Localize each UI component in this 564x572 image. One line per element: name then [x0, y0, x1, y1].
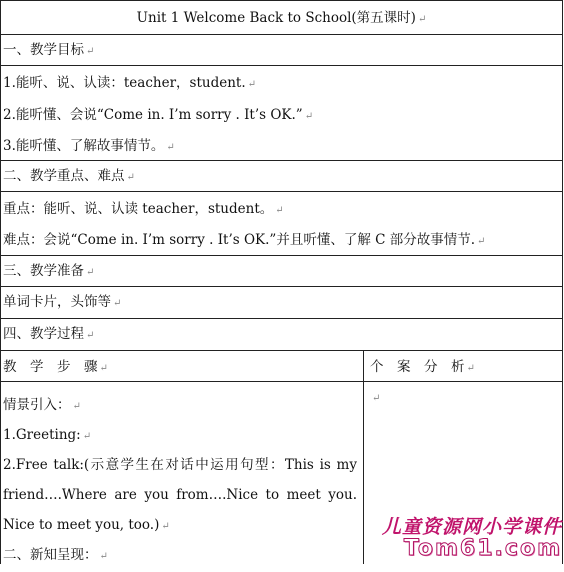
key-point-text: 重点：能听、说、认读 teacher，student。 — [3, 201, 274, 217]
paragraph-mark: ↵ — [86, 330, 95, 341]
teaching-steps — [3, 390, 357, 570]
step-line: 情景引入： ↵ — [3, 397, 81, 413]
step-line: Nice to meet you, too.) ↵ — [3, 517, 170, 533]
paragraph-mark: ↵ — [72, 401, 81, 412]
section2-heading-row — [0, 160, 563, 191]
paragraph-mark: ↵ — [372, 393, 381, 404]
site-watermark — [357, 512, 562, 562]
section2-heading: 二、教学重点、难点 — [3, 168, 125, 184]
paragraph-mark: ↵ — [247, 79, 257, 90]
process-header-row — [0, 350, 563, 381]
paragraph-mark: ↵ — [82, 431, 92, 442]
step-line: 2.Free talk:(示意学生在对话中运用句型：This is my — [3, 457, 357, 473]
section4-heading-row — [0, 318, 563, 350]
step-line: 1.Greeting: ↵ — [3, 427, 92, 443]
difficult-point-text: 难点：会说“Come in. I’m sorry . It’s OK.”并且听懂、了解 C 部分故事情节. — [3, 232, 476, 248]
section2-content-row — [0, 191, 563, 255]
objective-item-1: 1.能听、说、认读：teacher，student. — [3, 75, 246, 91]
paragraph-mark: ↵ — [166, 142, 175, 153]
paragraph-mark: ↵ — [417, 14, 427, 25]
paragraph-mark: ↵ — [86, 46, 95, 57]
paragraph-mark: ↵ — [86, 267, 95, 278]
analysis-column-header: 个 案 分 析 — [370, 359, 465, 375]
objective-item-2: 2.能听懂、会说“Come in. I’m sorry . It’s OK.” — [3, 107, 303, 123]
section1-heading: 一、教学目标 — [3, 42, 84, 58]
paragraph-mark: ↵ — [113, 298, 122, 309]
paragraph-mark: ↵ — [99, 363, 108, 374]
section4-heading: 四、教学过程 — [3, 326, 84, 342]
step-line: friend….Where are you from….Nice to meet you. — [3, 487, 357, 503]
section3-content-row — [0, 286, 563, 318]
step-line: 二、新知呈现： ↵ — [3, 547, 108, 563]
paragraph-mark: ↵ — [161, 521, 170, 532]
preparation-text: 单词卡片，头饰等 — [3, 294, 111, 310]
title-row — [0, 0, 563, 34]
paragraph-mark: ↵ — [466, 363, 475, 374]
paragraph-mark: ↵ — [477, 236, 486, 247]
watermark-line2: Tom61.com — [403, 536, 562, 561]
objective-item-3: 3.能听懂、了解故事情节。 — [3, 138, 165, 154]
section3-heading-row — [0, 255, 563, 286]
steps-column-header: 教 学 步 骤 — [3, 359, 98, 375]
section3-heading: 三、教学准备 — [3, 263, 84, 279]
watermark-line1: 儿童资源网小学课件 — [381, 516, 562, 538]
section1-content-row — [0, 65, 563, 160]
paragraph-mark: ↵ — [99, 551, 108, 562]
paragraph-mark: ↵ — [304, 111, 314, 122]
document-title: Unit 1 Welcome Back to School(第五课时) — [136, 10, 416, 26]
paragraph-mark: ↵ — [126, 172, 135, 183]
section1-heading-row — [0, 34, 563, 65]
paragraph-mark: ↵ — [275, 205, 284, 216]
